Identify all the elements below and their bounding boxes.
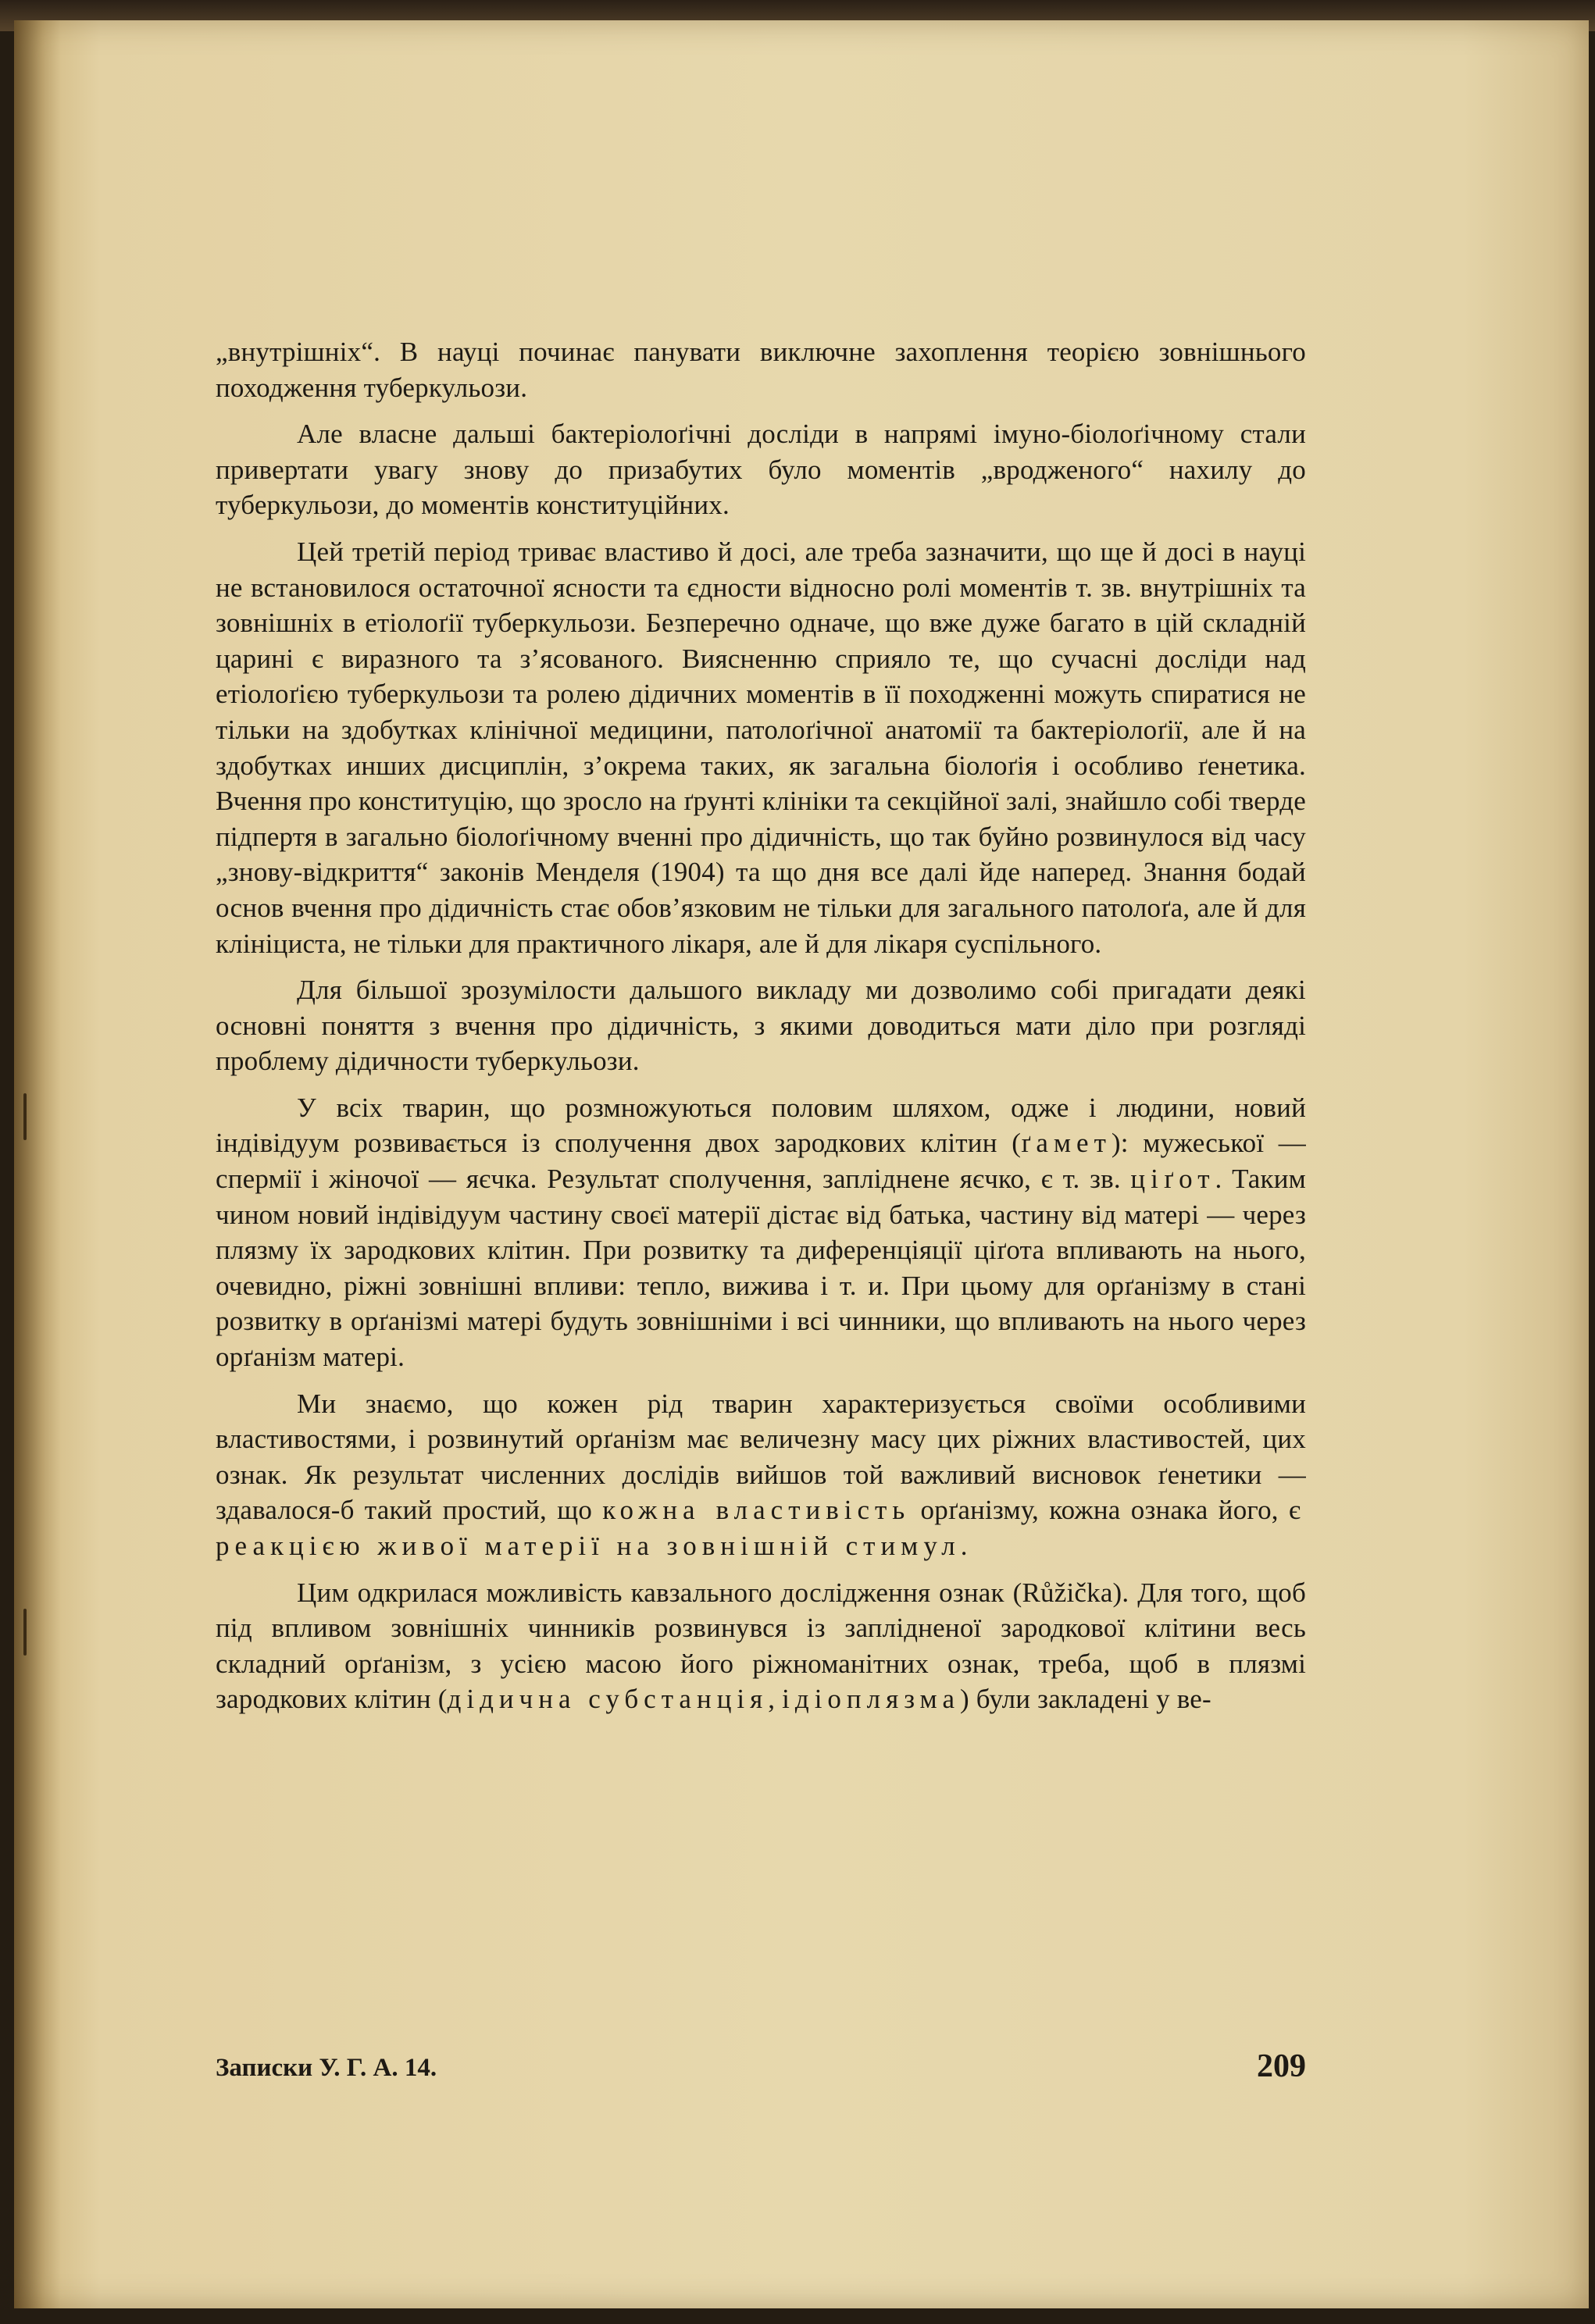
spaced-term: дідична субстанція [447,1684,769,1715]
paragraph [216,534,1306,961]
text-run: . [960,1531,968,1561]
text-run: орґанізму, кожна ознака його, [910,1495,1289,1526]
text-run: , [768,1684,783,1715]
paragraph [216,1090,1306,1375]
text-run: „внутрішніх“. В науці починає панувати виключне захоплення теорією зовнішнього походження туберкульози. [216,337,1306,403]
paragraph [216,334,1306,405]
body-text [216,334,1306,1728]
paragraph [216,1386,1306,1564]
page-footer [216,2046,1306,2090]
spaced-term: є реакцією живої матерії на зовнішній стимул [216,1495,1306,1561]
text-run: ): мужеської — спермії і жіночої — яєчка. Результат сполучення, запліднене яєчко, є т. зв. [216,1128,1306,1195]
text-run: . Таким чином новий індівідуум частину своєї матерії дістає від батька, частину від матері — через плязму їх зародкових клітин. При розвитку та диференціяції ціґота впливають на нього, очевидно, ріжні зовнішні впливи: тепло, вижива і т. и. При цьому для орґанізму в стані розвитку в орґанізмі матері будуть зовнішніми і всі чинники, що впливають на нього через орґанізм матері. [216,1164,1307,1373]
text-run: Але власне дальші бактеріолоґічні досліди в напрямі імуно-біолоґічному стали привертати увагу знову до призабутих було моментів „вродженого“ нахилу до туберкульози, до моментів конституційних. [216,419,1306,521]
page-spine-shadow [14,20,61,2308]
text-run: ) були закладені у ве- [959,1684,1211,1715]
text-run: Ми знаємо, що кожен рід тварин характеризується своїми особливими властивостями, і розвинутий орґанізм має величезну масу цих ріжних властивостей, цих ознак. Як результат численних дослідів вийшов той важливий висновок ґенетики — здавалося-б такий простий, що [216,1388,1306,1526]
spaced-term: ґамет [1021,1128,1112,1159]
text-run: У всіх тварин, що розмножуються половим шляхом, одже і людини, новий індівідуум розвивається із сполучення двох зародкових клітин ( [216,1092,1306,1159]
paragraph [216,972,1306,1079]
binding-mark [23,1093,27,1140]
binding-mark [23,1609,27,1656]
page-number: 209 [1257,2048,1306,2084]
spaced-term: ціґот [1130,1164,1215,1195]
text-run: Цим одкрилася можливість кавзального дослідження ознак (Růžička). Для того, щоб під впливом зовнішніх чинників розвинувся із заплідненої зародкової клітини весь складний орґанізм, з усією масою його ріжноманітних ознак, треба, щоб в плязмі зародкових клітин ( [216,1577,1306,1715]
footer-journal-title: Записки У. Г. А. 14. [216,2054,437,2082]
paragraph [216,1575,1306,1717]
text-run: Цей третій період триває властиво й досі, але треба зазначити, що ще й досі в науці не встановилося остаточної ясности та єдности відносно ролі моментів т. зв. внутрішніх та зовнішніх в етіолоґії туберкульози. Безперечно одначе, що вже дуже багато в цій складній царині є виразного та з’ясованого. Виясненню сприяло те, що сучасні досліди над етіолоґією туберкульози та ролею дідичних моментів в її походженні можуть спиратися не тільки на здобутках клінічної медицини, патолоґічної анатомії та бактеріолоґії, але й на здобутках инших дисциплін, з’окрема таких, як загальна біолоґія і особливо ґенетика. Вчення про конституцію, що зросло на ґрунті клініки та секційної залі, знайшло собі тверде підпертя в загально біолоґічному вченні про дідичність, що так буйно розвинулося від часу „знову-відкриття“ законів Менделя (1904) та що дня все далі йде наперед. Знання бодай основ вчення про дідичність стає обов’язковим не тільки для загального патолоґа, але й для клініциста, не тільки для практичного лікаря, але й для лікаря суспільного. [216,536,1306,959]
text-run: Для більшої зрозумілости дальшого викладу ми дозволимо собі пригадати деякі основні поняття з вчення про дідичність, з якими доводиться мати діло при розгляді проблему дідичности туберкульози. [216,975,1306,1077]
spaced-term: ідіоплязма [782,1684,960,1715]
spaced-term: кожна властивість [602,1495,911,1526]
paragraph [216,416,1306,523]
